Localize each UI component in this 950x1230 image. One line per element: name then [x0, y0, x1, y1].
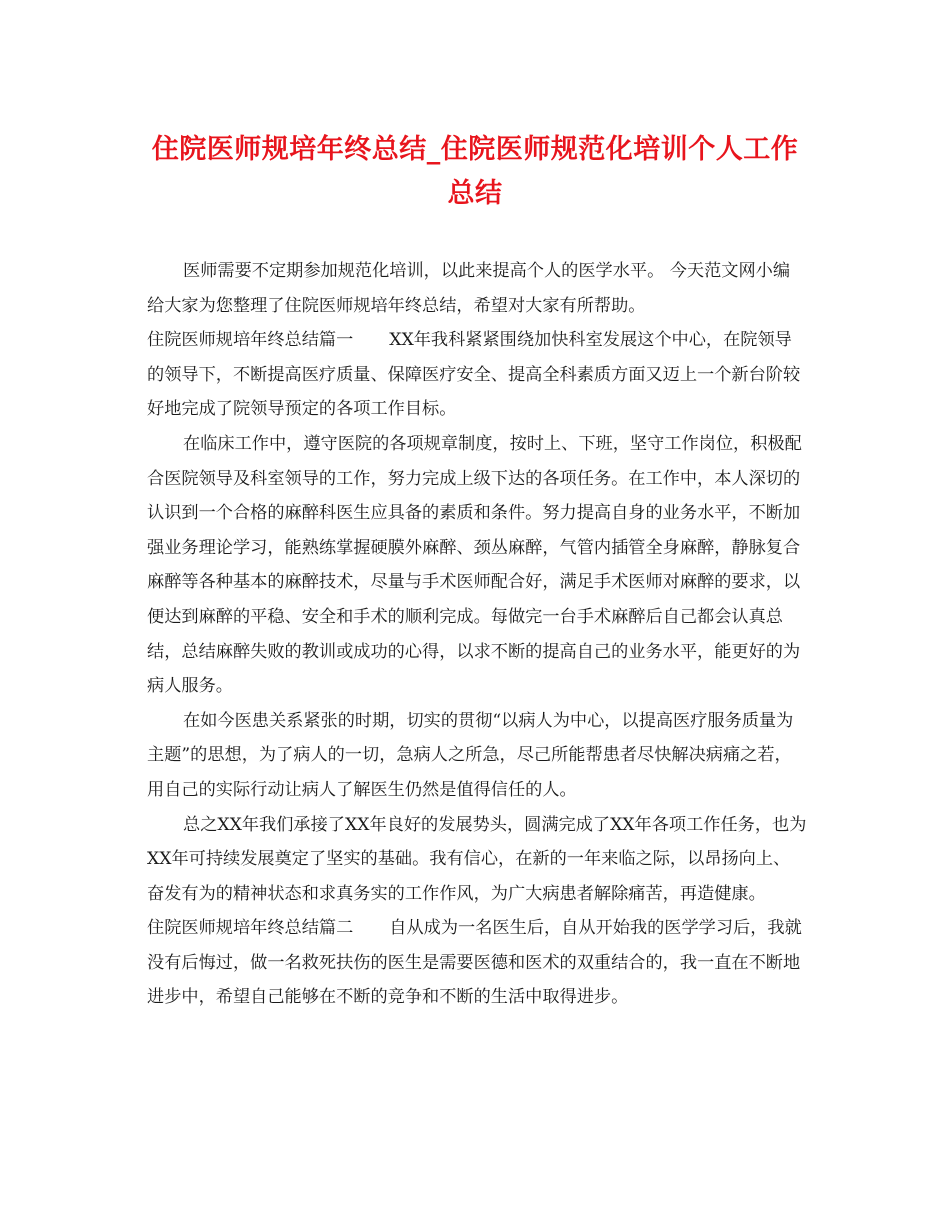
summary-paragraph: 总之XX年我们承接了XX年良好的发展势头，圆满完成了XX年各项工作任务，也为XX年可持续发展奠定了坚实的基础。我有信心，在新的一年来临之际，以昂扬向上、奋发有为的精神状态和求真务实的工作作风，为广大病患者解除痛苦，再造健康。: [147, 814, 807, 904]
clinical-work-paragraph: 在临床工作中，遵守医院的各项规章制度，按时上、下班，坚守工作岗位，积极配合医院领导及科室领导的工作，努力完成上级下达的各项任务。在工作中，本人深切的认识到一个合格的麻醉科医生应具备的素质和条件。努力提高自身的业务水平，不断加强业务理论学习，能熟练掌握硬膜外麻醉、颈丛麻醉，气管内插管全身麻醉，静脉复合麻醉等各种基本的麻醉技术，尽量与手术医师配合好，满足手术医师对麻醉的要求，以便达到麻醉的平稳、安全和手术的顺利完成。每做完一台手术麻醉后自己都会认真总结，总结麻醉失败的教训或成功的心得，以求不断的提高自己的业务水平，能更好的为病人服务。: [147, 433, 802, 697]
doctor-patient-paragraph: 在如今医患关系紧张的时期，切实的贯彻“以病人为中心，以提高医疗服务质量为主题”的思想，为了病人的一切，急病人之所急，尽己所能帮患者尽快解决病痛之若，用自己的实际行动让病人了解医生仍然是值得信任的人。: [147, 710, 794, 800]
intro-paragraph: 医师需要不定期参加规范化培训，以此来提高个人的医学水平。 今天范文网小编给大家为您整理了住院医师规培年终总结，希望对大家有所帮助。: [147, 261, 791, 316]
section-1-lead: XX年我科紧紧围绕加快科室发展这个中心，在院领导的领导下，不断提高医疗质量、保障医疗安全、提高全科素质方面又迈上一个新台阶较好地完成了院领导预定的各项工作目标。: [147, 330, 801, 420]
section-2: [147, 911, 807, 1015]
section-1-heading: 住院医师规培年终总结篇一: [147, 330, 354, 351]
document-title: [140, 128, 810, 216]
section-2-lead: 自从成为一名医生后，自从开始我的医学学习后，我就没有后悔过，做一名救死扶伤的医生是需要医德和医术的双重结合的，我一直在不断地进步中，希望自己能够在不断的竞争和不断的生活中取得进步。: [147, 918, 802, 1008]
title-line-2: 总结: [447, 178, 503, 209]
title-line-1: 住院医师规培年终总结_住院医师规范化培训个人工作: [151, 134, 799, 165]
section-2-heading: 住院医师规培年终总结篇二: [147, 918, 354, 939]
document-body: [147, 254, 807, 1015]
section-1: [147, 323, 807, 427]
